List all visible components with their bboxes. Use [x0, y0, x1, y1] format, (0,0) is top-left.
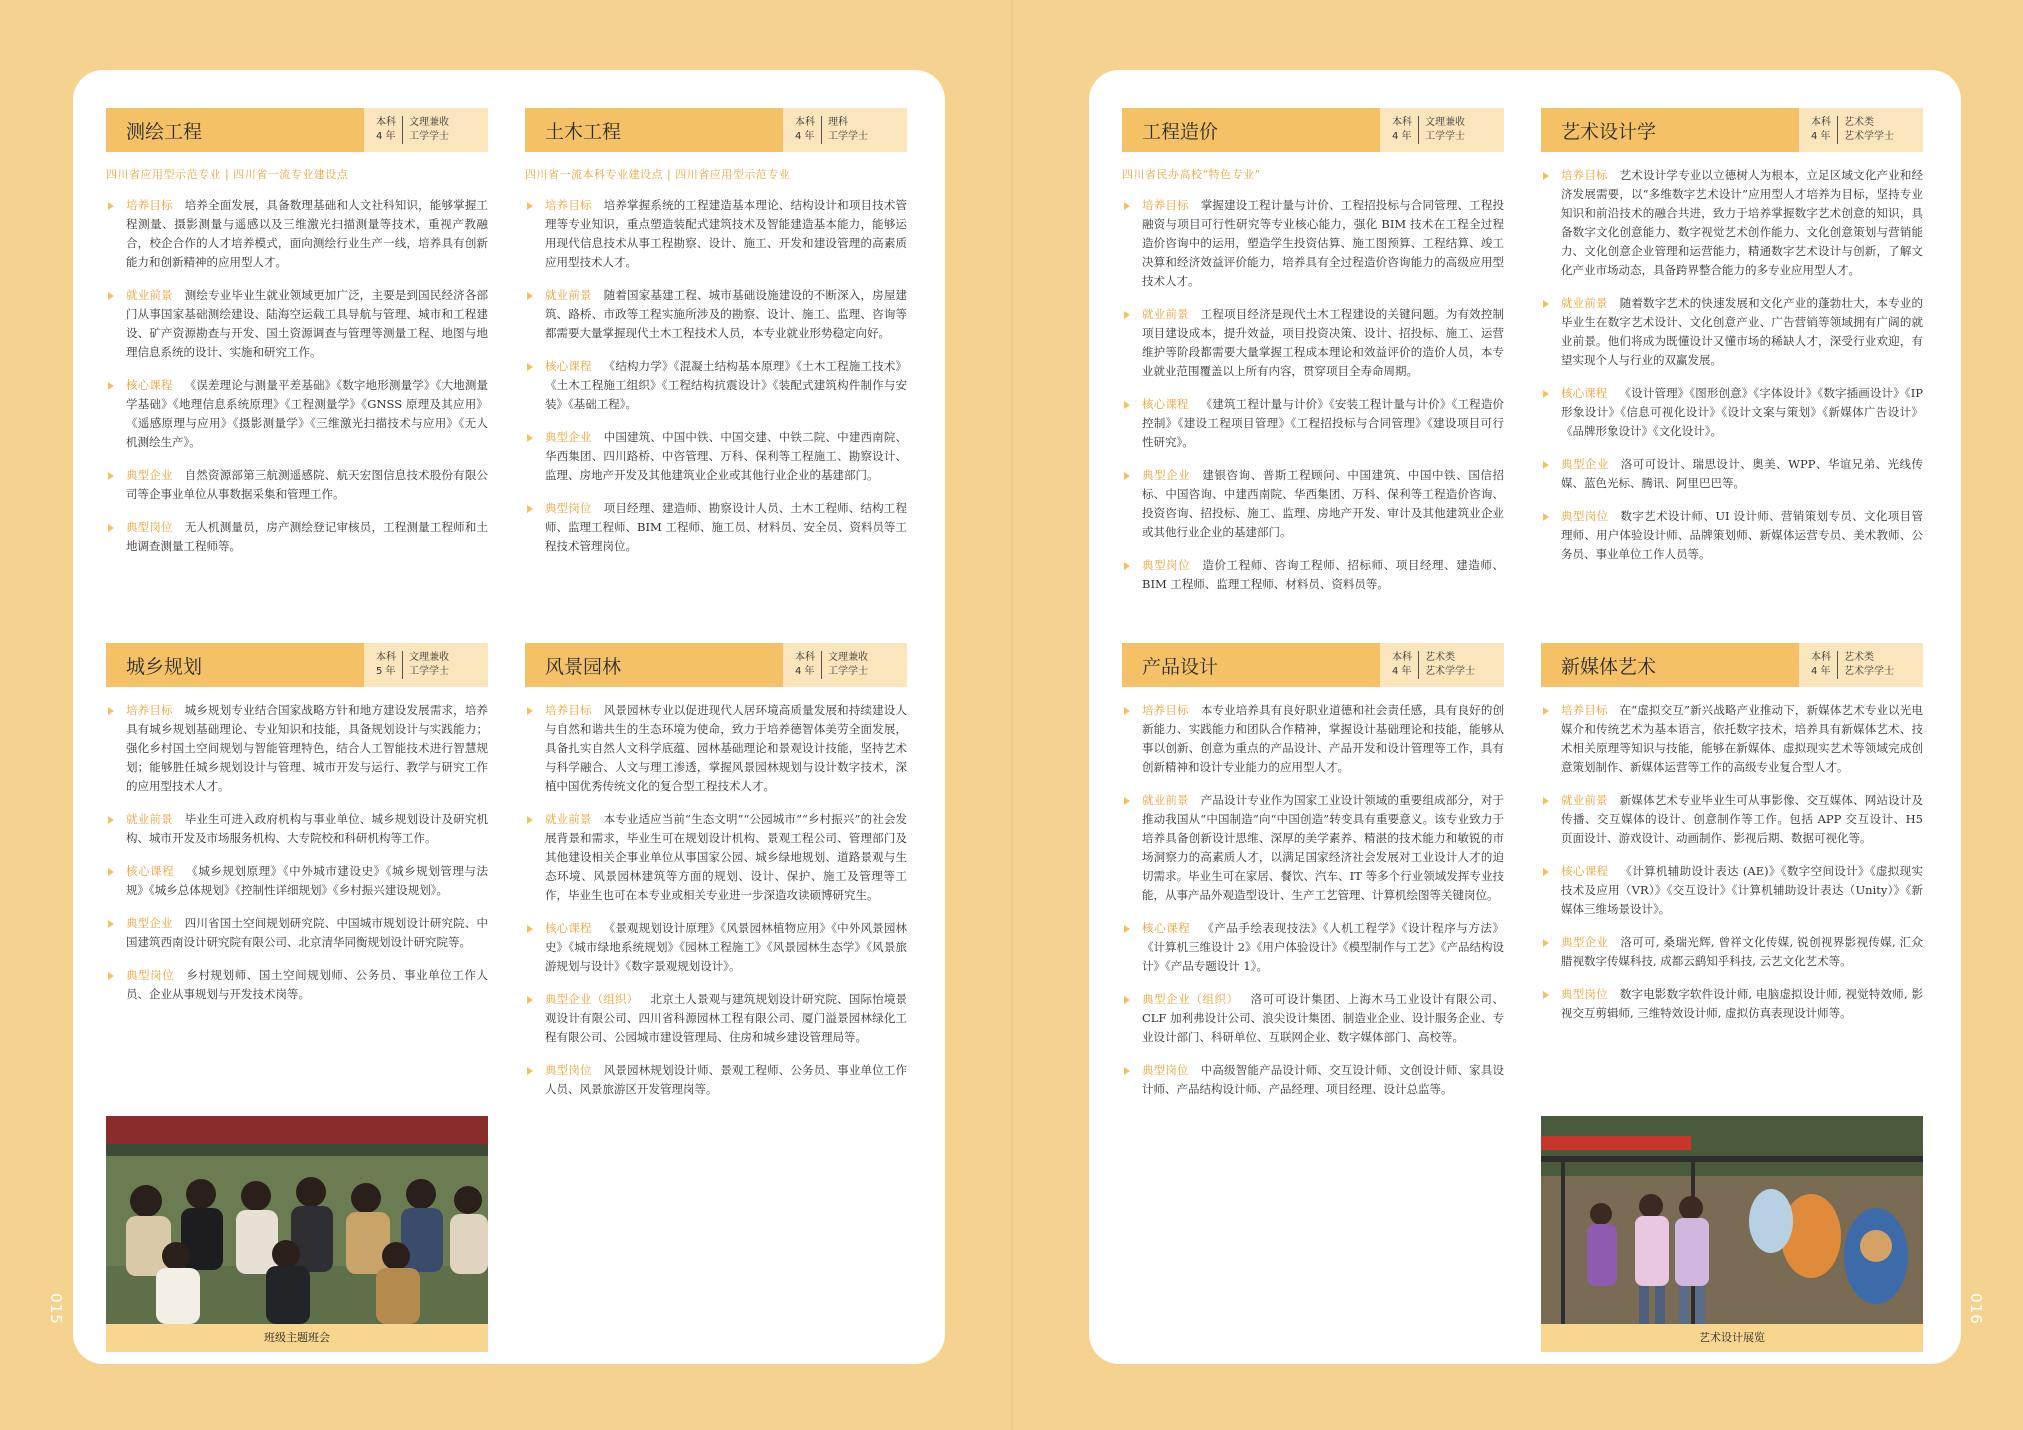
level: 本科	[376, 117, 396, 128]
entry-prospect	[1122, 305, 1504, 381]
entry-courses	[1122, 919, 1504, 976]
entry-label: 典型企业（组织）	[1142, 992, 1239, 1006]
photo-caption: 艺术设计展览	[1541, 1324, 1923, 1352]
degree: 艺术学学士	[1425, 666, 1475, 677]
entry-goal	[1541, 166, 1923, 280]
major-meta	[1799, 108, 1923, 152]
entry-text: 建银咨询、普斯工程顾问、中国建筑、中国中铁、国信招标、中国咨询、中建西南院、华西集团、万科、保利等工程造价咨询、投资咨询、招投标、施工、监理、房地产开发、审计及其他建筑业企业或其他行业企业的基建部门。	[1142, 468, 1504, 539]
entry-label: 核心课程	[1561, 386, 1608, 400]
entry-label: 核心课程	[545, 921, 592, 935]
level: 本科	[795, 117, 815, 128]
entry-prospect	[525, 286, 907, 343]
entries	[525, 196, 907, 556]
entry-prospect	[106, 810, 488, 848]
entry-text: 培养掌握系统的工程建造基本理论、结构设计和项目技术管理等专业知识，重点塑造装配式建筑技术及智能建造基本能力，能够运用现代信息技术从事工程勘察、设计、施工、开发和建设管理的高素质应用型技术人才。	[545, 198, 908, 269]
entry-label: 核心课程	[126, 864, 175, 878]
entry-companies	[1122, 466, 1504, 542]
major-meta	[1380, 643, 1504, 687]
major-header	[106, 108, 488, 152]
entry-text: 随着数字艺术的快速发展和文化产业的蓬勃壮大，本专业的毕业生在数字艺术设计、文化创意产业、广告营销等领域拥有广阔的就业前景。他们将成为既懂设计又懂市场的稀缺人才，深受行业欢迎，有望实现个人与行业的双赢发展。	[1561, 296, 1924, 367]
major-honor: 四川省一流本科专业建设点 | 四川省应用型示范专业	[525, 168, 791, 181]
entry-label: 就业前景	[1561, 793, 1608, 807]
degree: 艺术学学士	[1844, 666, 1894, 677]
major-title: 测绘工程	[106, 108, 364, 152]
entry-text: 中国建筑、中国中铁、中国交建、中铁二院、中建西南院、华西集团、四川路桥、中咨管理、万科、保利等工程施工、勘察设计、监理、房地产开发及其他建筑业企业或其他行业企业的基建部门。	[545, 430, 908, 482]
major-honor: 四川省民办高校“特色专业”	[1122, 168, 1261, 181]
degree: 艺术学学士	[1844, 131, 1894, 142]
entry-companies	[525, 428, 907, 485]
entry-text: 风景园林规划设计师、景观工程师、公务员、事业单位工作人员、风景旅游区开发管理岗等。	[545, 1063, 908, 1096]
entry-text: 四川省国土空间规划研究院、中国城市规划设计研究院、中国建筑西南设计研究院有限公司、北京清华同衡规划设计研究院等。	[126, 916, 489, 949]
major-header	[1122, 643, 1504, 687]
major-header	[525, 108, 907, 152]
major-meta	[1799, 643, 1923, 687]
years: 4 年	[1811, 131, 1831, 142]
photo-class-meeting	[106, 1116, 488, 1324]
entry-label: 典型企业	[1561, 457, 1609, 471]
category: 艺术类	[1844, 117, 1874, 128]
entry-positions	[106, 966, 488, 1004]
entry-text: 掌握建设工程计量与计价、工程招投标与合同管理、工程投融资与项目可行性研究等专业核心能力，强化 BIM 技术在工程全过程造价咨询中的运用，塑造学生投资估算、施工图预算、工程结算、竣工决算和经济效益评价能力，培养具有全过程造价咨询能力的高级应用型技术人才。	[1142, 198, 1505, 288]
entry-courses	[106, 862, 488, 900]
entry-courses	[106, 376, 488, 452]
entry-goal	[106, 196, 488, 272]
entry-courses	[525, 357, 907, 414]
entry-text: 风景园林专业以促进现代人居环境高质量发展和持续建设人与自然和谐共生的生态环境为使命，致力于培养德智体美劳全面发展，具备扎实自然人文科学底蕴、园林基础理论和景观设计技能，坚持艺术与科学融合、人文与理工渗透，掌握风景园林规划与设计数字技术，深植中国优秀传统文化的复合型工程技术人才。	[545, 703, 908, 793]
entry-text: 新媒体艺术专业毕业生可从事影像、交互媒体、网站设计及传播、交互媒体的设计、创意制作等工作。包括 APP 交互设计、H5 页面设计、游戏设计、动画制作、影视后期、数据可视化等。	[1561, 793, 1924, 845]
left-page	[73, 70, 945, 1364]
major-title: 风景园林	[525, 643, 783, 687]
entry-label: 就业前景	[1561, 296, 1608, 310]
entry-label: 典型岗位	[545, 501, 592, 515]
entry-goal	[1541, 701, 1923, 777]
degree: 工学学士	[1425, 131, 1465, 142]
major-meta	[364, 643, 488, 687]
entry-label: 典型企业	[545, 430, 592, 444]
entry-text: 《产品手绘表现技法》《人机工程学》《设计程序与方法》《计算机三维设计 2》《用户体验设计》《模型制作与工艺》《产品结构设计》《产品专题设计 1》。	[1142, 921, 1505, 973]
entry-goal	[525, 196, 907, 272]
entry-label: 典型企业	[1561, 935, 1609, 949]
entry-text: 工程项目经济是现代土木工程建设的关键问题。为有效控制项目建设成本，提升效益，项目投资决策、设计、招投标、施工、运营维护等阶段都需要大量掌握工程成本理论和效益评价的造价人员，本专业就业范围覆盖以上所有内容，贯穿项目全寿命周期。	[1142, 307, 1505, 378]
major-yishu	[1541, 108, 1923, 564]
entry-label: 培养目标	[1142, 198, 1189, 212]
major-xinmeiti	[1541, 643, 1923, 1023]
entry-label: 培养目标	[1142, 703, 1189, 717]
entry-text: 《计算机辅助设计表达 (AE)》《数字空间设计》《虚拟现实技术及应用（VR）》《交互设计》《计算机辅助设计表达（Unity）》《新媒体三维场景设计》。	[1561, 864, 1924, 916]
entry-text: 洛可可, 桑瑞光辉, 曾祥文化传媒, 锐创视界影视传媒, 汇众腊视数字传媒科技, 成都云鹞知乎科技, 云艺文化艺术等。	[1561, 935, 1923, 968]
level: 本科	[1811, 117, 1831, 128]
entry-positions	[525, 499, 907, 556]
level: 本科	[795, 652, 815, 663]
major-header	[1122, 108, 1504, 152]
entry-text: 《设计管理》《图形创意》《字体设计》《数字插画设计》《IP 形象设计》《信息可视化设计》《设计文案与策划》《新媒体广告设计》《品牌形象设计》《文化设计》。	[1561, 386, 1923, 438]
entry-label: 典型企业（组织）	[545, 992, 639, 1006]
years: 4 年	[795, 666, 815, 677]
entries	[525, 701, 907, 1099]
major-title: 新媒体艺术	[1541, 643, 1799, 687]
right-page	[1089, 70, 1961, 1364]
entry-text: 乡村规划师、国土空间规划师、公务员、事业单位工作人员、企业从事规划与开发技术岗等。	[126, 968, 488, 1001]
entry-positions	[1122, 556, 1504, 594]
entry-label: 典型企业	[1142, 468, 1191, 482]
photo-caption: 班级主题班会	[106, 1324, 488, 1352]
major-title: 城乡规划	[106, 643, 364, 687]
major-header	[106, 643, 488, 687]
entry-text: 《误差理论与测量平差基础》《数字地形测量学》《大地测量学基础》《地理信息系统原理》《工程测量学》《GNSS 原理及其应用》《遥感原理与应用》《摄影测量学》《三维激光扫描技术与应用》《无人机测绘生产》。	[126, 378, 489, 449]
entry-text: 城乡规划专业结合国家战略方针和地方建设发展需求，培养具有城乡规划基础理论、专业知识和技能，具备规划设计与实践能力；强化乡村国土空间规划与智能管理特色，结合人工智能技术进行智慧规划；能够胜任城乡规划设计与管理、城市开发与运行、教学与研究工作的应用型技术人才。	[126, 703, 489, 793]
entry-companies	[106, 914, 488, 952]
entry-courses	[1541, 862, 1923, 919]
entry-label: 典型岗位	[545, 1063, 592, 1077]
entry-text: 《建筑工程计量与计价》《安装工程计量与计价》《工程造价控制》《建设工程项目管理》《工程招投标与合同管理》《建设项目可行性研究》。	[1142, 397, 1505, 449]
entry-text: 毕业生可进入政府机构与事业单位、城乡规划设计及研究机构、城市开发及市场服务机构、大专院校和科研机构等工作。	[126, 812, 489, 845]
page-number-left: 015	[46, 1293, 65, 1325]
major-meta	[364, 108, 488, 152]
years: 4 年	[1392, 666, 1412, 677]
entry-text: 洛可可设计、瑞思设计、奥美、WPP、华谊兄弟、光线传媒、蓝色光标、腾讯、阿里巴巴等。	[1561, 457, 1924, 490]
spread-divider	[1011, 0, 1013, 1430]
major-title: 产品设计	[1122, 643, 1380, 687]
entry-goal	[525, 701, 907, 796]
entry-text: 洛可可设计集团、上海木马工业设计有限公司、CLF 加利弗设计公司、浪尖设计集团、制造业企业、设计服务企业、专业设计部门、科研单位、互联网企业、数字媒体部门、高校等。	[1142, 992, 1505, 1044]
entry-text: 数字电影数字软件设计师, 电脑虚拟设计师, 视觉特效师, 影视交互剪辑师, 三维特效设计师, 虚拟仿真表现设计师等。	[1561, 987, 1923, 1020]
entry-label: 培养目标	[126, 703, 173, 717]
category: 文理兼收	[828, 652, 868, 663]
entry-prospect	[525, 810, 907, 905]
entry-text: 造价工程师、咨询工程师、招标师、项目经理、建造师、BIM 工程师、监理工程师、材料员、资料员等。	[1142, 558, 1504, 591]
major-honor: 四川省应用型示范专业 | 四川省一流专业建设点	[106, 168, 349, 181]
entry-label: 核心课程	[1142, 921, 1191, 935]
major-meta	[783, 643, 907, 687]
entry-text: 本专业培养具有良好职业道德和社会责任感，具有良好的创新能力、实践能力和团队合作精神，掌握设计基础理论和技能，能够从事以创新、创意为重点的产品设计、产品开发和设计管理等工作，具有创新精神和设计专业能力的应用型人才。	[1142, 703, 1505, 774]
entry-label: 就业前景	[1142, 307, 1189, 321]
degree: 工学学士	[828, 666, 868, 677]
entry-label: 核心课程	[1561, 864, 1609, 878]
major-title: 艺术设计学	[1541, 108, 1799, 152]
category: 文理兼收	[1425, 117, 1465, 128]
entry-positions	[525, 1061, 907, 1099]
entry-text: 《景观规划设计原理》《风景园林植物应用》《中外风景园林史》《城市绿地系统规划》《园林工程施工》《风景园林生态学》《风景旅游规划与设计》《数字景观规划设计》。	[545, 921, 908, 973]
degree: 工学学士	[409, 666, 449, 677]
major-meta	[783, 108, 907, 152]
major-header	[525, 643, 907, 687]
entries	[1122, 196, 1504, 594]
entry-positions	[1541, 507, 1923, 564]
entry-label: 典型岗位	[1561, 509, 1609, 523]
entry-label: 典型企业	[126, 916, 173, 930]
years: 4 年	[795, 131, 815, 142]
entry-goal	[1122, 196, 1504, 291]
entry-text: 在“虚拟交互”新兴战略产业推动下，新媒体艺术专业以光电媒介和传统艺术为基本语言，依托数字技术，培养具有新媒体艺术、技术相关原理等知识与技能，能够在新媒体、虚拟现实艺术等领域完成创意策划制作、新媒体运营等工作的高级专业复合型人才。	[1561, 703, 1923, 774]
entry-text: 艺术设计学专业以立德树人为根本，立足区域文化产业和经济发展需要，以“多维数字艺术设计”应用型人才培养为目标，坚持专业知识和前沿技术的融合共进，致力于培养掌握数字艺术创意的知识，具备数字文化创意能力、数字视觉艺术创作能力、文化创意策划与营销能力、文化创意企业管理和运营能力，精通数字艺术设计与创新，了解文化产业市场动态，具备跨界整合能力的多专业应用型人才。	[1561, 168, 1924, 277]
entry-text: 测绘专业毕业生就业领域更加广泛，主要是到国民经济各部门从事国家基础测绘建设、陆海空运载工具导航与管理、城市和工程建设、矿产资源勘查与开发、国土资源调查与管理等测量工程、地图与地理信息系统的设计、实施和研究工作。	[126, 288, 489, 359]
entry-text: 数字艺术设计师、UI 设计师、营销策划专员、文化项目管理师、用户体验设计师、品牌策划师、新媒体运营专员、美术教师、公务员、事业单位工作人员等。	[1561, 509, 1924, 561]
entries	[1541, 166, 1923, 564]
entry-companies	[1122, 990, 1504, 1047]
entry-label: 核心课程	[1142, 397, 1189, 411]
entry-text: 《城乡规划原理》《中外城市建设史》《城乡规划管理与法规》《城乡总体规划》《控制性详细规划》《乡村振兴建设规划》。	[126, 864, 489, 897]
entry-label: 就业前景	[1142, 793, 1189, 807]
entry-courses	[1122, 395, 1504, 452]
entry-companies	[525, 990, 907, 1047]
page-number-right: 016	[1966, 1293, 1985, 1325]
entry-goal	[106, 701, 488, 796]
entry-label: 典型岗位	[1142, 558, 1191, 572]
entry-prospect	[1122, 791, 1504, 905]
entry-companies	[1541, 455, 1923, 493]
major-meta	[1380, 108, 1504, 152]
entry-text: 《结构力学》《混凝土结构基本原理》《土木工程施工技术》《土木工程施工组织》《工程结构抗震设计》《装配式建筑构件制作与安装》《基础工程》。	[545, 359, 908, 411]
level: 本科	[376, 652, 396, 663]
entry-prospect	[106, 286, 488, 362]
entry-courses	[525, 919, 907, 976]
years: 5 年	[376, 666, 396, 677]
entry-label: 培养目标	[1561, 168, 1608, 182]
major-cehui	[106, 108, 488, 556]
entry-text: 培养全面发展，具备数理基础和人文社科知识，能够掌握工程测量、摄影测量与遥感以及三维激光扫描测量等技术，重视产教融合，校企合作的人才培养模式，面向测绘行业生产一线，培养具有创新能力和创新精神的应用型人才。	[126, 198, 489, 269]
major-title: 土木工程	[525, 108, 783, 152]
entry-text: 中高级智能产品设计师、交互设计师、文创设计师、家具设计师、产品结构设计师、产品经理、项目经理、设计总监等。	[1142, 1063, 1505, 1096]
entry-prospect	[1541, 791, 1923, 848]
entry-label: 培养目标	[545, 198, 592, 212]
entry-text: 北京土人景观与建筑规划设计研究院、国际怡境景观设计有限公司、四川省科源园林工程有限公司、厦门溢景园林绿化工程有限公司、公园城市建设管理局、住房和城乡建设管理局等。	[545, 992, 908, 1044]
category: 文理兼收	[409, 117, 449, 128]
entry-positions	[1122, 1061, 1504, 1099]
category: 文理兼收	[409, 652, 449, 663]
years: 4 年	[1392, 131, 1412, 142]
major-header	[1541, 643, 1923, 687]
entry-label: 典型岗位	[126, 968, 175, 982]
years: 4 年	[376, 131, 396, 142]
level: 本科	[1392, 117, 1412, 128]
entries	[106, 701, 488, 1004]
entry-label: 培养目标	[1561, 703, 1608, 717]
major-fengjing	[525, 643, 907, 1099]
major-title: 工程造价	[1122, 108, 1380, 152]
entry-courses	[1541, 384, 1923, 441]
major-header	[1541, 108, 1923, 152]
category: 艺术类	[1425, 652, 1455, 663]
entries	[1122, 701, 1504, 1099]
level: 本科	[1392, 652, 1412, 663]
entry-positions	[106, 518, 488, 556]
entry-label: 就业前景	[545, 288, 592, 302]
entry-text: 项目经理、建造师、勘察设计人员、土木工程师、结构工程师、监理工程师、BIM 工程师、施工员、材料员、安全员、资料员等工程技术管理岗位。	[545, 501, 908, 553]
entry-label: 培养目标	[126, 198, 173, 212]
entry-label: 典型岗位	[126, 520, 173, 534]
entry-label: 就业前景	[545, 812, 592, 826]
entry-label: 就业前景	[126, 812, 173, 826]
years: 4 年	[1811, 666, 1831, 677]
entry-text: 自然资源部第三航测遥感院、航天宏图信息技术股份有限公司等企事业单位从事数据采集和管理工作。	[126, 468, 489, 501]
entries	[1541, 701, 1923, 1023]
major-tumu	[525, 108, 907, 556]
entry-label: 典型岗位	[1561, 987, 1608, 1001]
entry-text: 本专业适应当前“生态文明”“公园城市”“乡村振兴”的社会发展背景和需求，毕业生可在规划设计机构、景观工程公司、管理部门及其他建设相关企事业单位从事国家公园、城乡绿地规划、道路景观与生态环境、风景园林建筑等方面的规划、设计、保护、施工及管理等工作，毕业生也可在本专业或相关专业进一步深造攻读硕博研究生。	[545, 812, 907, 902]
entry-prospect	[1541, 294, 1923, 370]
entry-label: 典型岗位	[1142, 1063, 1189, 1077]
major-chanpin	[1122, 643, 1504, 1099]
major-zaojia	[1122, 108, 1504, 594]
entry-positions	[1541, 985, 1923, 1023]
entry-text: 产品设计专业作为国家工业设计领域的重要组成部分，对于推动我国从“中国制造”向“中国创造”转变具有重要意义。该专业致力于培养具备创新设计思维、深厚的美学素养、精湛的技术能力和敏锐的市场洞察力的高素质人才，以满足国家经济社会发展对工业设计人才的迫切需求。毕业生可在家居、餐饮、汽车、IT 等多个行业领域发挥专业技能，从事产品外观造型设计、生产工艺管理、计算机绘图等关键岗位。	[1142, 793, 1505, 902]
category: 艺术类	[1844, 652, 1874, 663]
entries	[106, 196, 488, 556]
entry-label: 就业前景	[126, 288, 173, 302]
entry-text: 随着国家基建工程、城市基础设施建设的不断深入，房屋建筑、路桥、市政等工程实施所涉及的勘察、设计、施工、监理、咨询等都需要大量掌握现代土木工程技术人员，本专业就业形势稳定向好。	[545, 288, 908, 340]
level: 本科	[1811, 652, 1831, 663]
entry-text: 无人机测量员，房产测绘登记审核员，工程测量工程师和土地调查测量工程师等。	[126, 520, 489, 553]
entry-companies	[106, 466, 488, 504]
entry-label: 典型企业	[126, 468, 173, 482]
degree: 工学学士	[409, 131, 449, 142]
degree: 工学学士	[828, 131, 868, 142]
photo-art-exhibition	[1541, 1116, 1923, 1324]
entry-goal	[1122, 701, 1504, 777]
major-chengxiang	[106, 643, 488, 1004]
entry-label: 培养目标	[545, 703, 592, 717]
entry-label: 核心课程	[545, 359, 592, 373]
entry-companies	[1541, 933, 1923, 971]
entry-label: 核心课程	[126, 378, 173, 392]
category: 理科	[828, 117, 848, 128]
